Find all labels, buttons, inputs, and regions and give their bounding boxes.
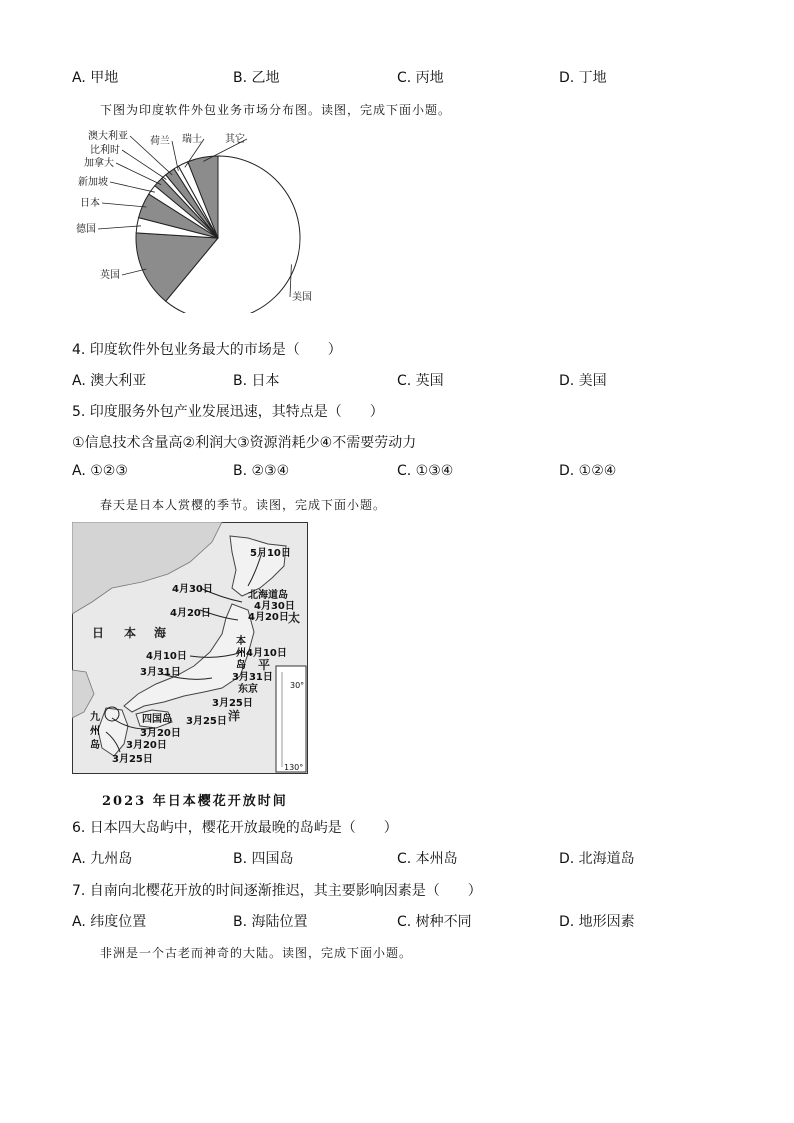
pie-label-2: 德国 [76, 224, 96, 235]
pie-leader-3 [102, 203, 146, 207]
q7-stem: 7. 自南向北樱花开放的时间逐渐推迟，其主要影响因素是（ ） [72, 883, 482, 899]
pie-label-9: 瑞士 [182, 134, 202, 145]
map-label-mar20-b: 3月20日 [126, 740, 167, 751]
pie-label-3: 日本 [80, 198, 100, 209]
pie-leader-6 [122, 150, 166, 180]
map-label-mar31-e: 3月31日 [232, 672, 273, 683]
map-label-apr30-e: 4月30日 [254, 601, 295, 612]
map-label-mar20-a: 3月20日 [140, 728, 181, 739]
q7-option-b: B. 海陆位置 [233, 914, 308, 930]
q6-option-c: C. 本州岛 [397, 851, 458, 867]
q4-option-d: D. 美国 [559, 373, 607, 389]
q3-option-b: B. 乙地 [233, 70, 280, 86]
map-label-dao: 岛 [236, 660, 246, 671]
q4-stem: 4. 印度软件外包业务最大的市场是（ ） [72, 342, 342, 358]
q7-option-d: D. 地形因素 [559, 914, 635, 930]
map-label-apr20-w: 4月20日 [170, 608, 211, 619]
q5-option-b: B. ②③④ [233, 463, 290, 479]
map-label-tokyo: 东京 [238, 684, 258, 695]
map-label-mar25-k: 3月25日 [112, 754, 153, 765]
map-label-mar31-w: 3月31日 [140, 667, 181, 678]
map-label-apr30-w: 4月30日 [172, 584, 213, 595]
map-title: 2023 年日本樱花开放时间 [102, 794, 288, 809]
intro-africa: 非洲是一个古老而神奇的大陆。读图，完成下面小题。 [100, 946, 413, 960]
pie-label-6: 比利时 [90, 145, 120, 156]
map-label-lat30: 30° [290, 681, 305, 690]
q3-option-d: D. 丁地 [559, 70, 607, 86]
market-pie-chart [70, 128, 340, 313]
map-ocean-ping: 平 [258, 658, 271, 672]
pie-leader-5 [116, 163, 161, 185]
map-sea-ben: 本 [124, 626, 137, 640]
map-label-shikoku: 四国岛 [142, 714, 172, 725]
intro-map: 春天是日本人赏樱的季节。读图，完成下面小题。 [100, 498, 387, 512]
map-label-may10: 5月10日 [250, 548, 291, 559]
pie-label-5: 加拿大 [84, 158, 114, 169]
map-label-hokkaido: 北海道岛 [248, 590, 288, 601]
pie-leader-8 [172, 141, 178, 171]
intro-pie: 下图为印度软件外包业务市场分布图。读图，完成下面小题。 [100, 103, 452, 117]
q5-statements: ①信息技术含量高②利润大③资源消耗少④不需要劳动力 [72, 435, 417, 451]
q5-option-d: D. ①②④ [559, 463, 617, 479]
pie-leader-2 [98, 226, 141, 229]
map-ocean-tai: 太 [288, 611, 301, 625]
q3-option-a: A. 甲地 [72, 70, 119, 86]
q5-stem: 5. 印度服务外包产业发展迅速，其特点是（ ） [72, 404, 384, 420]
q6-stem: 6. 日本四大岛屿中，樱花开放最晚的岛屿是（ ） [72, 820, 398, 836]
q6-option-d: D. 北海道岛 [559, 851, 635, 867]
map-label-mar25-s: 3月25日 [186, 716, 227, 727]
map-label-apr20-e: 4月20日 [248, 612, 289, 623]
q5-option-a: A. ①②③ [72, 463, 128, 479]
map-label-mar25-e: 3月25日 [212, 698, 253, 709]
pie-label-1: 英国 [100, 270, 120, 281]
map-ocean-yang: 洋 [228, 709, 241, 723]
q6-option-a: A. 九州岛 [72, 851, 133, 867]
map-label-apr10-e: 4月10日 [246, 648, 287, 659]
q4-option-a: A. 澳大利亚 [72, 373, 147, 389]
map-label-apr10-w: 4月10日 [146, 651, 187, 662]
map-label-jiu: 九 [90, 712, 100, 723]
map-sea-hai: 海 [154, 626, 167, 640]
pie-label-0: 美国 [292, 292, 312, 303]
pie-label-10: 其它 [225, 134, 245, 145]
q7-option-a: A. 纬度位置 [72, 914, 147, 930]
map-label-dao2: 岛 [90, 740, 100, 751]
q3-option-c: C. 丙地 [397, 70, 444, 86]
map-label-lon130: 130° [284, 763, 304, 772]
pie-label-4: 新加坡 [78, 177, 108, 188]
map-label-hon: 本 [236, 636, 246, 647]
map-label-zhou: 州 [236, 648, 246, 659]
pie-label-7: 澳大利亚 [88, 131, 128, 142]
map-label-zhou2: 州 [90, 726, 100, 737]
pie-leader-1 [122, 269, 146, 275]
q5-option-c: C. ①③④ [397, 463, 454, 479]
q7-option-c: C. 树种不同 [397, 914, 472, 930]
pie-leader-4 [110, 182, 155, 192]
japan-cherry-blossom-map [72, 522, 308, 774]
pie-slices [136, 156, 300, 313]
q4-option-c: C. 英国 [397, 373, 444, 389]
map-sea-ri: 日 [92, 626, 105, 640]
q4-option-b: B. 日本 [233, 373, 280, 389]
pie-label-8: 荷兰 [150, 136, 170, 147]
q6-option-b: B. 四国岛 [233, 851, 294, 867]
